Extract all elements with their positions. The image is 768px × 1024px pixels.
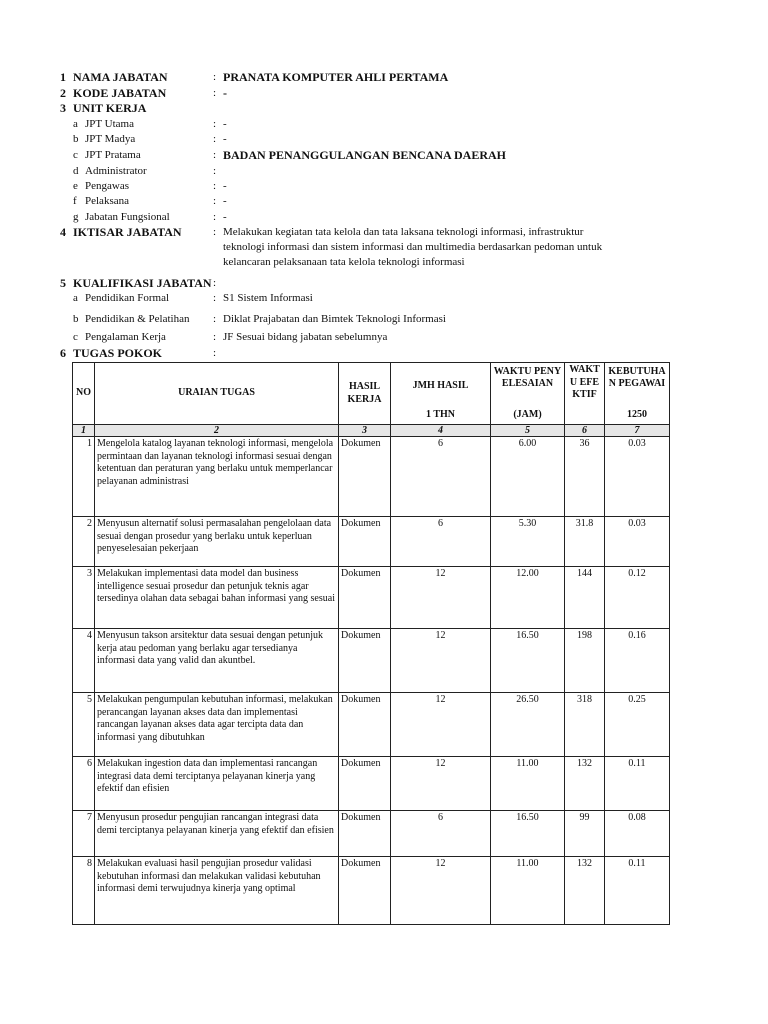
table-row xyxy=(73,517,670,567)
cell-uraian: Menyusun alternatif solusi permasalahan pengelolaan data sesuai dengan prosedur yang berlaku untuk keperluan penyeselesaian pekerjaan xyxy=(95,517,339,567)
field-colon: : xyxy=(213,292,217,304)
header-waktu-label: WAKTU PENYELESAIAN xyxy=(493,365,562,389)
field-value-pendidikan-formal: S1 Sistem Informasi xyxy=(223,292,313,304)
field-number: 4 xyxy=(60,225,66,239)
field-label-jpt-pratama: JPT Pratama xyxy=(85,149,141,161)
header-waktu-penyelesaian xyxy=(491,363,565,425)
cell-waktu: 16.50 xyxy=(491,811,565,857)
field-label-pendidikan-pelatihan: Pendidikan & Pelatihan xyxy=(85,313,190,325)
table-row xyxy=(73,567,670,629)
cell-jmh: 12 xyxy=(391,567,491,629)
field-value-jabatan-fungsional: - xyxy=(223,211,227,223)
field-colon: : xyxy=(213,71,217,83)
column-index: 5 xyxy=(491,425,565,437)
header-waktu-efektif xyxy=(565,363,605,425)
cell-hasil: Dokumen xyxy=(339,857,391,925)
column-index: 1 xyxy=(73,425,95,437)
cell-waktu: 26.50 xyxy=(491,693,565,757)
field-colon: : xyxy=(213,331,217,343)
cell-hasil: Dokumen xyxy=(339,693,391,757)
field-number: 6 xyxy=(60,346,66,360)
cell-jmh: 6 xyxy=(391,811,491,857)
field-label-iktisar-jabatan: IKTISAR JABATAN xyxy=(73,225,182,239)
cell-kebutuhan: 0.08 xyxy=(605,811,670,857)
field-colon: : xyxy=(213,195,217,207)
field-value-jpt-madya: - xyxy=(223,133,227,145)
field-letter: a xyxy=(73,118,78,130)
cell-waktu: 11.00 xyxy=(491,757,565,811)
field-letter: a xyxy=(73,292,78,304)
tugas-pokok-table xyxy=(72,362,670,925)
field-letter: b xyxy=(73,313,79,325)
table-row xyxy=(73,629,670,693)
column-index: 3 xyxy=(339,425,391,437)
cell-kebutuhan: 0.16 xyxy=(605,629,670,693)
column-index-row xyxy=(73,425,670,437)
table-row xyxy=(73,857,670,925)
field-value-nama-jabatan: PRANATA KOMPUTER AHLI PERTAMA xyxy=(223,70,449,84)
header-jmh-hasil-sub: 1 THN xyxy=(426,409,455,420)
cell-no: 1 xyxy=(73,437,95,517)
header-kebutuhan-value: 1250 xyxy=(627,409,647,420)
field-colon: : xyxy=(213,277,217,289)
field-colon: : xyxy=(213,180,217,192)
cell-efektif: 132 xyxy=(565,857,605,925)
cell-jmh: 12 xyxy=(391,857,491,925)
field-colon: : xyxy=(213,313,217,325)
field-letter: e xyxy=(73,180,78,192)
cell-hasil: Dokumen xyxy=(339,629,391,693)
field-letter: b xyxy=(73,133,79,145)
field-value-jpt-pratama: BADAN PENANGGULANGAN BENCANA DAERAH xyxy=(223,148,507,162)
cell-jmh: 12 xyxy=(391,757,491,811)
table-row xyxy=(73,757,670,811)
cell-efektif: 198 xyxy=(565,629,605,693)
field-label-administrator: Administrator xyxy=(85,165,147,177)
field-label-jpt-utama: JPT Utama xyxy=(85,118,134,130)
header-jmh-hasil-label: JMH HASIL xyxy=(412,379,469,391)
cell-hasil: Dokumen xyxy=(339,757,391,811)
field-number: 5 xyxy=(60,276,66,290)
header-kebutuhan-label: KEBUTUHAN PEGAWAI xyxy=(608,365,666,389)
table-row xyxy=(73,437,670,517)
field-label-nama-jabatan: NAMA JABATAN xyxy=(73,70,168,84)
table-row xyxy=(73,811,670,857)
cell-no: 5 xyxy=(73,693,95,757)
field-number: 2 xyxy=(60,86,66,100)
cell-waktu: 5.30 xyxy=(491,517,565,567)
field-letter: c xyxy=(73,149,78,161)
cell-kebutuhan: 0.11 xyxy=(605,857,670,925)
field-colon: : xyxy=(213,149,217,161)
field-letter: g xyxy=(73,211,79,223)
header-hasil-kerja: HASIL KERJA xyxy=(339,363,391,425)
field-label-pelaksana: Pelaksana xyxy=(85,195,129,207)
cell-kebutuhan: 0.03 xyxy=(605,437,670,517)
cell-uraian: Melakukan ingestion data dan implementasi rancangan integrasi data demi terciptanya pelayanan kinerja yang efektif dan efisien xyxy=(95,757,339,811)
field-colon: : xyxy=(213,133,217,145)
cell-efektif: 36 xyxy=(565,437,605,517)
field-colon: : xyxy=(213,165,217,177)
field-colon: : xyxy=(213,226,217,238)
cell-jmh: 12 xyxy=(391,629,491,693)
cell-hasil: Dokumen xyxy=(339,437,391,517)
field-number: 3 xyxy=(60,101,66,115)
field-label-jpt-madya: JPT Madya xyxy=(85,133,136,145)
cell-uraian: Melakukan evaluasi hasil pengujian prosedur validasi kebutuhan informasi dan melakukan validasi kebutuhan informasi demi terwujudnya kinerja yang optimal xyxy=(95,857,339,925)
field-label-pengalaman-kerja: Pengalaman Kerja xyxy=(85,331,166,343)
cell-efektif: 144 xyxy=(565,567,605,629)
cell-hasil: Dokumen xyxy=(339,567,391,629)
field-label-tugas-pokok: TUGAS POKOK xyxy=(73,346,163,360)
field-value-kode-jabatan: - xyxy=(223,86,227,100)
field-label-kualifikasi-jabatan: KUALIFIKASI JABATAN xyxy=(73,276,212,290)
field-value-pendidikan-pelatihan: Diklat Prajabatan dan Bimtek Teknologi Informasi xyxy=(223,313,446,325)
table-header-row xyxy=(73,363,670,425)
field-label-pendidikan-formal: Pendidikan Formal xyxy=(85,292,170,304)
field-value-pengalaman-kerja: JF Sesuai bidang jabatan sebelumnya xyxy=(223,331,388,343)
column-index: 4 xyxy=(391,425,491,437)
field-colon: : xyxy=(213,347,217,359)
cell-efektif: 31.8 xyxy=(565,517,605,567)
header-waktu-unit: (JAM) xyxy=(513,409,542,420)
field-letter: d xyxy=(73,165,79,177)
field-label-jabatan-fungsional: Jabatan Fungsional xyxy=(85,211,170,223)
cell-hasil: Dokumen xyxy=(339,811,391,857)
field-label-kode-jabatan: KODE JABATAN xyxy=(73,86,167,100)
cell-efektif: 318 xyxy=(565,693,605,757)
cell-waktu: 11.00 xyxy=(491,857,565,925)
cell-waktu: 6.00 xyxy=(491,437,565,517)
header-efektif-label: WAKTU EFEKTIF xyxy=(569,364,600,400)
cell-kebutuhan: 0.25 xyxy=(605,693,670,757)
cell-efektif: 99 xyxy=(565,811,605,857)
column-index: 2 xyxy=(95,425,339,437)
header-jmh-hasil xyxy=(391,363,491,425)
cell-no: 3 xyxy=(73,567,95,629)
cell-jmh: 6 xyxy=(391,517,491,567)
header-kebutuhan-pegawai xyxy=(605,363,670,425)
field-colon: : xyxy=(213,87,217,99)
cell-no: 6 xyxy=(73,757,95,811)
column-index: 7 xyxy=(605,425,670,437)
header-no: NO xyxy=(73,363,95,425)
field-colon: : xyxy=(213,118,217,130)
field-number: 1 xyxy=(60,70,66,84)
field-value-pengawas: - xyxy=(223,180,227,192)
cell-jmh: 12 xyxy=(391,693,491,757)
cell-uraian: Melakukan implementasi data model dan business intelligence sesuai prosedur dan petunjuk teknis agar tersedinya olahan data sebagai bahan informasi yang sesuai xyxy=(95,567,339,629)
cell-no: 2 xyxy=(73,517,95,567)
field-colon: : xyxy=(213,211,217,223)
field-value-jpt-utama: - xyxy=(223,118,227,130)
cell-jmh: 6 xyxy=(391,437,491,517)
column-index: 6 xyxy=(565,425,605,437)
cell-uraian: Melakukan pengumpulan kebutuhan informasi, melakukan perancangan layanan akses data dan implementasi rancangan layanan akses data agar tercipta data dan informasi yang dibutuhkan xyxy=(95,693,339,757)
table-row xyxy=(73,693,670,757)
cell-waktu: 12.00 xyxy=(491,567,565,629)
field-value-pelaksana: - xyxy=(223,195,227,207)
cell-no: 7 xyxy=(73,811,95,857)
cell-kebutuhan: 0.12 xyxy=(605,567,670,629)
cell-uraian: Menyusun takson arsitektur data sesuai dengan petunjuk kerja atau pedoman yang berlaku agar tersedianya informasi data yang valid dan akuntbel. xyxy=(95,629,339,693)
field-value-iktisar-jabatan: Melakukan kegiatan tata kelola dan tata laksana teknologi informasi, infrastruktur teknologi informasi dan sistem informasi dan multimedia berdasarkan pedoman untuk kelancaran pelaksanaan tata kelola teknologi informasi xyxy=(223,226,603,268)
cell-efektif: 132 xyxy=(565,757,605,811)
cell-waktu: 16.50 xyxy=(491,629,565,693)
cell-kebutuhan: 0.11 xyxy=(605,757,670,811)
header-uraian-tugas: URAIAN TUGAS xyxy=(95,363,339,425)
cell-no: 4 xyxy=(73,629,95,693)
cell-hasil: Dokumen xyxy=(339,517,391,567)
field-label-unit-kerja: UNIT KERJA xyxy=(73,101,147,115)
field-label-pengawas: Pengawas xyxy=(85,180,129,192)
cell-uraian: Menyusun prosedur pengujian rancangan integrasi data demi terciptanya pelayanan kinerja yang efektif dan efisien xyxy=(95,811,339,857)
field-letter: c xyxy=(73,331,78,343)
cell-uraian: Mengelola katalog layanan teknologi informasi, mengelola permintaan dan layanan teknologi informasi sesuai dengan ketentuan dan peraturan yang berlaku untuk memperlancar pelayanan administrasi xyxy=(95,437,339,517)
cell-no: 8 xyxy=(73,857,95,925)
cell-kebutuhan: 0.03 xyxy=(605,517,670,567)
field-letter: f xyxy=(73,195,77,207)
